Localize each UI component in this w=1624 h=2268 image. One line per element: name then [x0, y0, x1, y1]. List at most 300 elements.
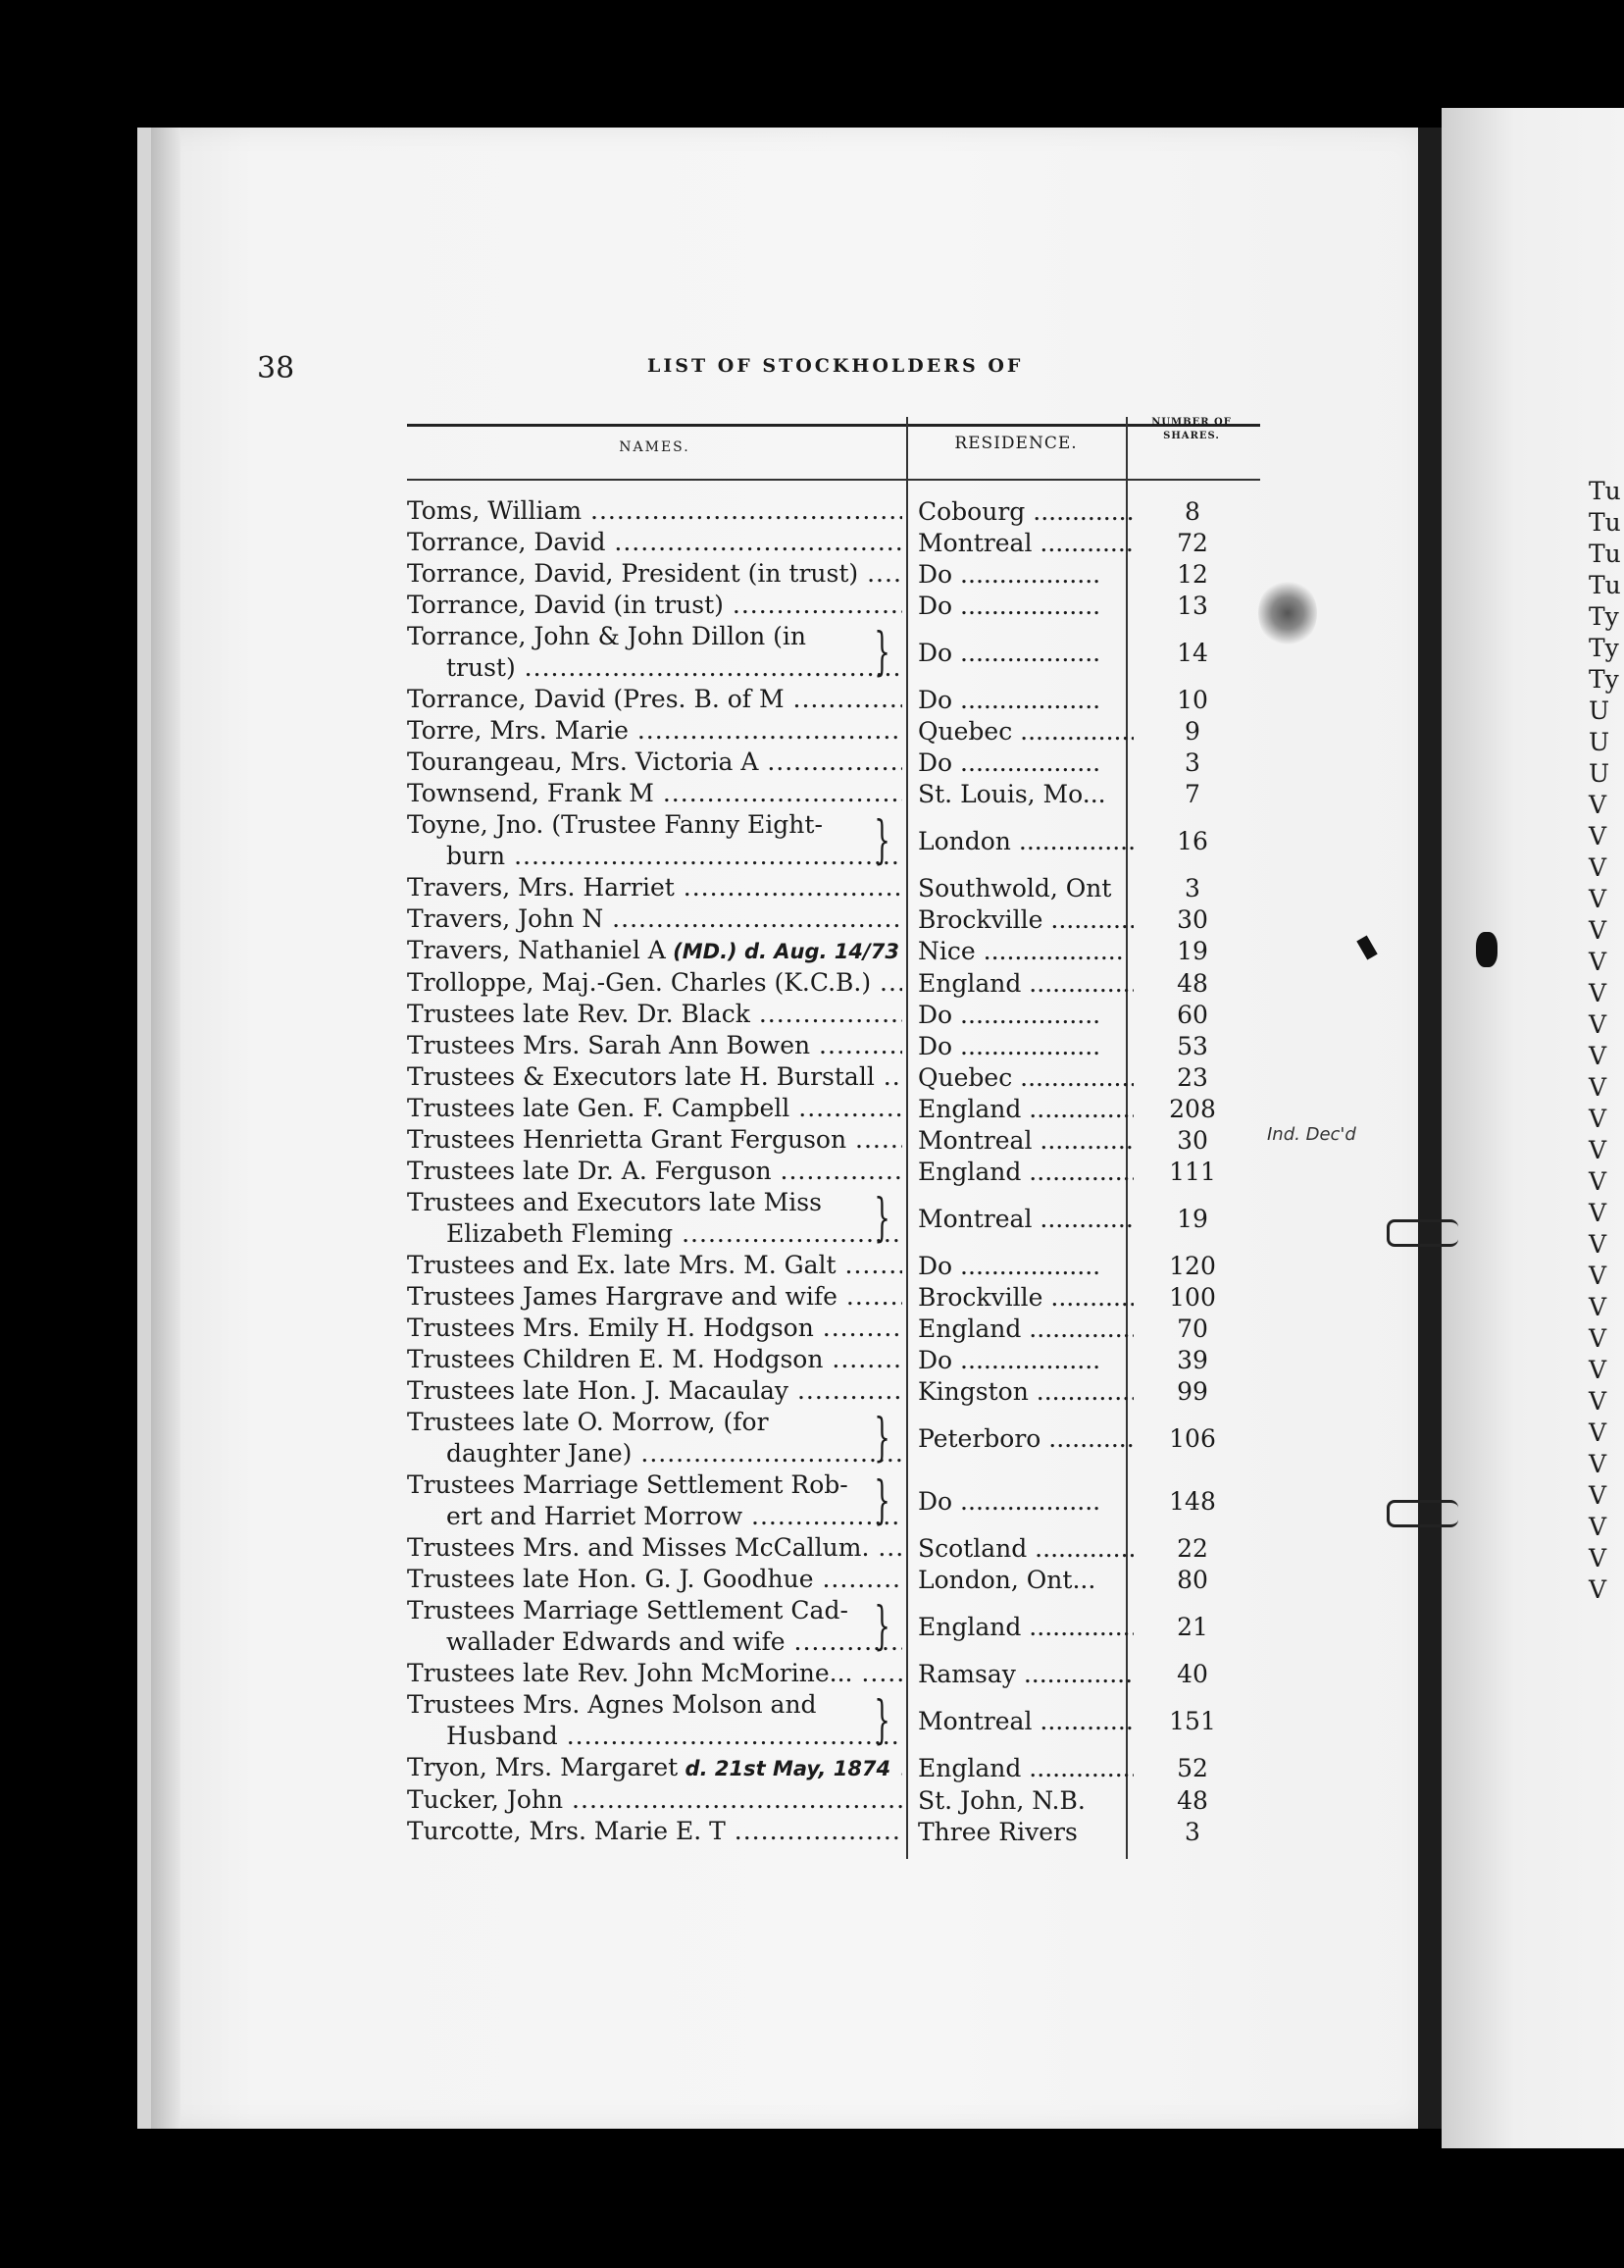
stockholder-shares: 23 [1177, 1062, 1208, 1092]
facing-page-letter: V [1589, 1105, 1607, 1133]
stockholder-row [407, 1532, 1260, 1564]
name-line [407, 527, 902, 558]
stockholder-row [407, 872, 1260, 903]
facing-page-letter: U [1589, 696, 1610, 725]
name-line [407, 967, 902, 999]
shares-header-line2: SHARES. [1163, 431, 1220, 441]
stockholder-shares: 120 [1169, 1251, 1216, 1280]
stockholder-shares: 3 [1185, 747, 1200, 777]
stockholder-residence [902, 1095, 1134, 1123]
stockholder-row [407, 935, 1260, 967]
name-line [407, 1501, 902, 1532]
name-text: Trustees & Executors late H. Burstall [407, 1062, 875, 1091]
stockholder-name [407, 935, 902, 967]
residence-text: Montreal [918, 1204, 1033, 1233]
stockholder-shares: 30 [1177, 1125, 1208, 1155]
leader-dots [1042, 905, 1134, 934]
residence-text: Brockville [918, 1282, 1043, 1312]
stockholder-shares: 151 [1169, 1706, 1216, 1735]
name-line [407, 903, 902, 935]
stockholder-shares: 48 [1177, 1785, 1208, 1815]
name-line [407, 1469, 902, 1501]
leader-dots [1021, 1314, 1134, 1343]
name-text: Tryon, Mrs. Margaret [407, 1753, 679, 1781]
handwritten-annotation: (MD.) d. Aug. 14/73 [665, 940, 899, 963]
stockholder-shares: 39 [1177, 1345, 1208, 1374]
facing-page-letters [1589, 476, 1621, 1606]
margin-handwritten-note: Ind. Dec'd [1267, 1124, 1356, 1145]
name-line [407, 1784, 902, 1816]
name-line [407, 935, 902, 967]
stockholder-name [407, 778, 902, 809]
stockholder-row [407, 1469, 1260, 1532]
name-line [407, 1752, 902, 1784]
leader-dots [952, 1252, 1100, 1280]
name-line [407, 1658, 902, 1689]
facing-page-letter: V [1589, 1481, 1607, 1510]
name-line [407, 1344, 902, 1375]
binder-clip-lower [1387, 1500, 1458, 1527]
brace-mark: } [874, 623, 890, 682]
stockholder-name [407, 1407, 902, 1469]
stockholder-shares: 48 [1177, 968, 1208, 998]
name-line [407, 621, 902, 652]
stockholder-row [407, 1187, 1260, 1250]
residence-text: Do [918, 1251, 953, 1280]
shares-header-line1: NUMBER OF [1151, 417, 1232, 428]
name-text: Trustees late Rev. John McMorine... [407, 1659, 853, 1687]
stockholder-shares: 111 [1169, 1157, 1216, 1186]
stockholder-name [407, 684, 902, 715]
residence-text: Quebec [918, 1062, 1013, 1092]
name-text: Torrance, David, President (in trust) [407, 559, 859, 588]
stockholder-residence [902, 1707, 1134, 1735]
shares-column-header [1128, 416, 1255, 443]
name-line [407, 1407, 902, 1438]
brace-mark: } [874, 1691, 890, 1750]
ink-smudge [1258, 579, 1317, 647]
brace-mark: } [874, 1597, 890, 1656]
facing-page-letter: V [1589, 1450, 1607, 1478]
facing-page-letter: V [1589, 1544, 1607, 1572]
name-line [407, 778, 902, 809]
stockholder-name [407, 1093, 902, 1124]
stockholder-shares: 12 [1177, 559, 1208, 589]
leader-dots [952, 1001, 1100, 1029]
name-text: Tourangeau, Mrs. Victoria A [407, 747, 759, 776]
name-line [407, 1156, 902, 1187]
name-line [407, 809, 902, 841]
stockholder-row [407, 1344, 1260, 1375]
stockholder-name [407, 872, 902, 903]
name-line [407, 1313, 902, 1344]
stockholder-shares: 208 [1169, 1094, 1216, 1123]
stockholder-shares: 80 [1177, 1565, 1208, 1594]
stockholder-name [407, 1061, 902, 1093]
name-text: Travers, Nathaniel A [407, 936, 666, 964]
stockholder-residence [902, 1063, 1134, 1092]
stockholder-row [407, 1595, 1260, 1658]
stockholder-name [407, 999, 902, 1030]
name-text: Trustees late Dr. A. Ferguson [407, 1157, 772, 1185]
stockholder-residence [902, 1424, 1134, 1453]
stockholder-name [407, 1564, 902, 1595]
stockholder-residence [902, 1346, 1134, 1374]
residence-text: Do [918, 1345, 953, 1374]
leader-dots [952, 592, 1100, 620]
stockholder-row [407, 1375, 1260, 1407]
name-line [407, 590, 902, 621]
facing-page-letter: Tu [1589, 508, 1621, 537]
stockholder-row [407, 527, 1260, 558]
stockholder-shares: 19 [1177, 937, 1208, 965]
stockholder-shares: 148 [1169, 1486, 1216, 1516]
facing-page-letter: Tu [1589, 571, 1621, 599]
facing-page-letter: V [1589, 1575, 1607, 1604]
stockholder-shares: 100 [1169, 1282, 1216, 1312]
stockholder-residence [902, 1314, 1134, 1343]
stockholder-row [407, 1689, 1260, 1752]
leader-dots [1021, 969, 1134, 998]
stockholder-row [407, 1407, 1260, 1469]
stockholder-row [407, 621, 1260, 684]
stockholder-shares: 19 [1177, 1204, 1208, 1233]
facing-page-letter: U [1589, 759, 1610, 788]
name-text: Trustees late Hon. G. J. Goodhue [407, 1565, 814, 1593]
stockholder-name [407, 527, 902, 558]
leader-dots [952, 639, 1100, 667]
stockholder-row [407, 999, 1260, 1030]
leader-dots [1012, 717, 1134, 746]
name-line [407, 1438, 902, 1469]
stockholder-residence [902, 780, 1134, 808]
stockholder-residence [902, 1377, 1134, 1406]
stockholder-residence [902, 1158, 1134, 1186]
stockholder-name [407, 1469, 902, 1532]
residence-text: Do [918, 685, 953, 714]
name-line [407, 1626, 902, 1658]
stockholder-residence [902, 1613, 1134, 1641]
facing-page-letter: V [1589, 822, 1607, 850]
facing-page-letter: V [1589, 948, 1607, 976]
stockholder-name [407, 747, 902, 778]
leader-dots [952, 1346, 1100, 1374]
residence-text: St. Louis, Mo... [918, 779, 1106, 808]
stockholder-name [407, 1313, 902, 1344]
facing-page-letter: V [1589, 1513, 1607, 1541]
facing-page-letter: V [1589, 1324, 1607, 1353]
facing-page-letter: V [1589, 1167, 1607, 1196]
name-text: Trustees late Rev. Dr. Black [407, 1000, 750, 1028]
residence-text: Montreal [918, 1125, 1033, 1155]
stockholder-name [407, 1816, 902, 1847]
facing-page-letter: V [1589, 1293, 1607, 1321]
name-text: Trustees Mrs. and Misses McCallum. [407, 1533, 870, 1562]
stockholder-shares: 3 [1185, 873, 1200, 902]
name-line [407, 747, 902, 778]
stockholder-residence [902, 969, 1134, 998]
name-text: Torrance, David (in trust) [407, 591, 724, 619]
stockholder-name [407, 903, 902, 935]
handwritten-annotation: d. 21st May, 1874 [678, 1757, 891, 1780]
stockholder-name [407, 1532, 902, 1564]
stockholder-row [407, 558, 1260, 590]
stockholder-residence [902, 1205, 1134, 1233]
leader-dots [1021, 1613, 1134, 1641]
brace-mark: } [874, 1471, 890, 1530]
stockholder-residence [902, 639, 1134, 667]
name-line [407, 1030, 902, 1061]
facing-page-letter: V [1589, 1042, 1607, 1070]
stockholder-name [407, 715, 902, 747]
stockholder-residence [902, 1754, 1134, 1782]
name-text: Trustees Marriage Settlement Cad- [407, 1596, 848, 1624]
residence-text: Brockville [918, 904, 1043, 934]
residence-text: England [918, 1157, 1022, 1186]
stockholder-shares: 99 [1177, 1376, 1208, 1406]
stockholder-shares: 7 [1185, 779, 1200, 808]
stockholder-residence [902, 1252, 1134, 1280]
name-text: Trustees Henrietta Grant Ferguson [407, 1125, 847, 1154]
stockholder-shares: 21 [1177, 1612, 1208, 1641]
name-text: Trolloppe, Maj.-Gen. Charles (K.C.B.) [407, 968, 872, 997]
residence-text: Nice [918, 937, 976, 965]
name-text: Trustees Marriage Settlement Rob- [407, 1470, 848, 1499]
stockholder-name [407, 590, 902, 621]
name-line [407, 1061, 902, 1093]
name-text: Torrance, David [407, 528, 606, 556]
name-text: trust) [446, 653, 516, 682]
name-text: Trustees late Hon. J. Macaulay [407, 1376, 789, 1405]
stockholder-residence [902, 1786, 1134, 1815]
name-line [407, 1093, 902, 1124]
page-edge-shadow [151, 128, 180, 2129]
name-line [407, 684, 902, 715]
residence-text: Montreal [918, 1706, 1033, 1735]
name-line [407, 715, 902, 747]
stockholder-name [407, 1595, 902, 1658]
residence-text: Ramsay [918, 1659, 1016, 1688]
leader-dots [1021, 1158, 1134, 1186]
stockholder-name [407, 1187, 902, 1250]
name-line [407, 1816, 902, 1847]
stockholder-shares: 8 [1185, 496, 1200, 526]
name-line [407, 1124, 902, 1156]
brace-mark: } [874, 1189, 890, 1248]
name-text: Travers, John N [407, 904, 604, 933]
name-text: Husband [446, 1722, 558, 1750]
stockholder-residence [902, 1283, 1134, 1312]
name-text: Toms, William [407, 496, 583, 525]
running-head: LIST OF STOCKHOLDERS OF [647, 355, 1024, 377]
residence-text: Do [918, 559, 953, 589]
stockholder-residence [902, 905, 1134, 934]
stockholder-shares: 53 [1177, 1031, 1208, 1060]
stockholder-name [407, 1689, 902, 1752]
stockholder-shares: 40 [1177, 1659, 1208, 1688]
residence-text: Quebec [918, 716, 1013, 746]
name-text: Torrance, David (Pres. B. of M [407, 685, 785, 713]
stockholder-row [407, 1784, 1260, 1816]
stockholders-list [407, 495, 1260, 1847]
stockholder-row [407, 967, 1260, 999]
residence-text: Peterboro [918, 1423, 1041, 1453]
facing-page-letter: V [1589, 916, 1607, 945]
leader-dots [952, 748, 1100, 777]
name-text: Trustees and Executors late Miss [407, 1188, 822, 1216]
name-text: Elizabeth Fleming [446, 1219, 674, 1248]
stockholder-shares: 16 [1177, 826, 1208, 855]
binder-clip-upper [1387, 1219, 1458, 1247]
name-line [407, 872, 902, 903]
page-number: 38 [257, 351, 295, 386]
stockholder-name [407, 558, 902, 590]
residence-text: England [918, 1314, 1022, 1343]
table-header-rule [407, 479, 1260, 481]
name-line [407, 652, 902, 684]
stockholder-name [407, 495, 902, 527]
name-text: Trustees late Gen. F. Campbell [407, 1094, 790, 1122]
stockholder-name [407, 621, 902, 684]
stockholder-row [407, 1061, 1260, 1093]
stockholder-residence [902, 717, 1134, 746]
stockholder-residence [902, 529, 1134, 557]
leader-dots [952, 1487, 1100, 1516]
leader-dots [1042, 1283, 1134, 1312]
leader-dots [952, 686, 1100, 714]
name-text: Tucker, John [407, 1785, 564, 1814]
stockholder-name [407, 967, 902, 999]
name-text: Trustees Mrs. Emily H. Hodgson [407, 1314, 814, 1342]
stockholder-shares: 13 [1177, 591, 1208, 620]
facing-page-letter: Ty [1589, 634, 1619, 662]
name-text: wallader Edwards and wife [446, 1627, 786, 1656]
leader-dots [1027, 1534, 1134, 1563]
stockholder-shares: 10 [1177, 685, 1208, 714]
name-text: Trustees Mrs. Sarah Ann Bowen [407, 1031, 811, 1059]
leader-dots [1029, 1377, 1134, 1406]
residence-text: England [918, 1612, 1022, 1641]
stockholder-row [407, 1156, 1260, 1187]
stockholder-name [407, 1156, 902, 1187]
stockholder-row [407, 1816, 1260, 1847]
facing-page-letter: V [1589, 1073, 1607, 1102]
residence-column-header: RESIDENCE. [954, 434, 1078, 453]
stockholder-name [407, 1250, 902, 1281]
leader-dots [952, 560, 1100, 589]
name-text: Trustees and Ex. late Mrs. M. Galt [407, 1251, 837, 1279]
stockholder-row [407, 495, 1260, 527]
stockholder-residence [902, 686, 1134, 714]
stockholder-residence [902, 1660, 1134, 1688]
binder-spine [1418, 128, 1442, 2129]
facing-page-letter: V [1589, 979, 1607, 1007]
stockholder-residence [902, 937, 1134, 965]
leader-dots [1021, 1095, 1134, 1123]
residence-text: Scotland [918, 1533, 1028, 1563]
residence-text: Montreal [918, 528, 1033, 557]
stockholder-residence [902, 1818, 1134, 1846]
stockholder-shares: 52 [1177, 1754, 1208, 1782]
leader-dots [1011, 827, 1134, 855]
facing-page-letter: V [1589, 1199, 1607, 1227]
name-text: Trustees late O. Morrow, (for [407, 1408, 769, 1436]
residence-text: Do [918, 1031, 953, 1060]
name-line [407, 1218, 902, 1250]
stockholder-row [407, 590, 1260, 621]
facing-page-letter: V [1589, 1387, 1607, 1416]
name-text: Trustees Mrs. Agnes Molson and [407, 1690, 817, 1719]
leader-dots [1012, 1063, 1134, 1092]
leader-dots [1032, 1707, 1134, 1735]
stockholder-name [407, 1784, 902, 1816]
stockholder-shares: 70 [1177, 1314, 1208, 1343]
name-line [407, 1281, 902, 1313]
residence-text: England [918, 1754, 1022, 1782]
stockholder-shares: 106 [1169, 1423, 1216, 1453]
leader-dots [1032, 1126, 1134, 1155]
residence-text: London, Ont... [918, 1565, 1096, 1594]
stockholder-shares: 72 [1177, 528, 1208, 557]
name-text: Trustees James Hargrave and wife [407, 1282, 837, 1311]
stockholder-residence [902, 827, 1134, 855]
residence-text: Do [918, 638, 953, 667]
stockholder-row [407, 1250, 1260, 1281]
facing-page-letter: V [1589, 791, 1607, 819]
leader-dots [952, 1032, 1100, 1060]
leader-dots [1016, 1660, 1134, 1688]
facing-page-letter: V [1589, 1230, 1607, 1259]
stockholder-residence [902, 1534, 1134, 1563]
stockholder-row [407, 1124, 1260, 1156]
facing-page-letter: Tu [1589, 477, 1621, 505]
facing-page-letter: V [1589, 1010, 1607, 1039]
name-line [407, 1187, 902, 1218]
residence-text: Cobourg [918, 496, 1026, 526]
facing-page-letter: U [1589, 728, 1610, 756]
stockholder-row [407, 1030, 1260, 1061]
facing-page-letter: Ty [1589, 602, 1619, 631]
facing-page-letter: V [1589, 1262, 1607, 1290]
name-text: Trustees Children E. M. Hodgson [407, 1345, 824, 1373]
residence-text: Three Rivers [918, 1817, 1078, 1846]
name-line [407, 558, 902, 590]
stockholder-residence [902, 1126, 1134, 1155]
name-text: Travers, Mrs. Harriet [407, 873, 675, 902]
leader-dots [976, 937, 1124, 965]
stockholder-name [407, 1375, 902, 1407]
name-text: Torre, Mrs. Marie [407, 716, 629, 745]
stockholder-shares: 9 [1185, 716, 1200, 746]
stockholder-name [407, 1658, 902, 1689]
name-text: Townsend, Frank M [407, 779, 654, 807]
stockholder-row [407, 715, 1260, 747]
residence-text: Do [918, 747, 953, 777]
stockholder-residence [902, 560, 1134, 589]
stockholder-row [407, 1093, 1260, 1124]
stockholder-row [407, 809, 1260, 872]
leader-dots [1040, 1424, 1134, 1453]
facing-page-letter: Tu [1589, 540, 1621, 568]
stockholder-shares: 60 [1177, 1000, 1208, 1029]
name-text: daughter Jane) [446, 1439, 633, 1468]
name-line [407, 1564, 902, 1595]
residence-text: England [918, 1094, 1022, 1123]
brace-mark: } [874, 811, 890, 870]
name-text: ert and Harriet Morrow [446, 1502, 743, 1530]
name-text: Turcotte, Mrs. Marie E. T [407, 1817, 726, 1845]
name-line [407, 1721, 902, 1752]
